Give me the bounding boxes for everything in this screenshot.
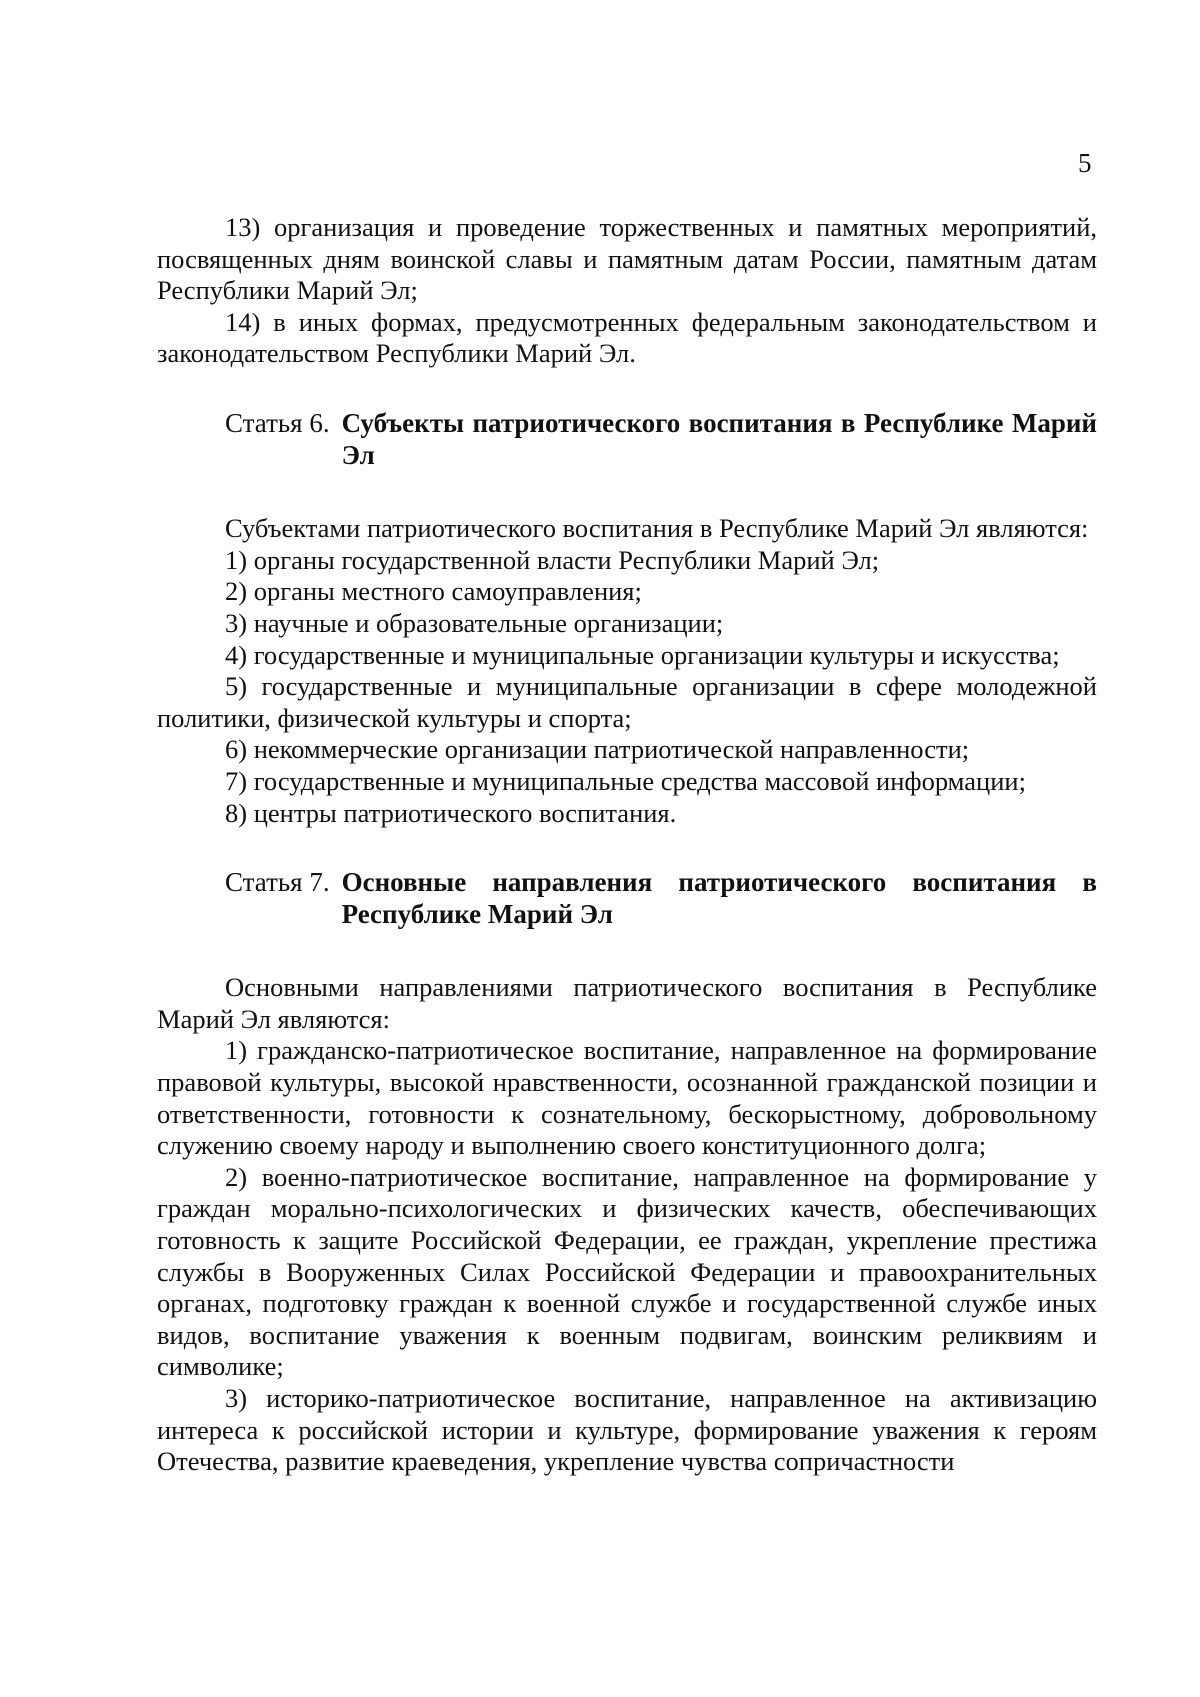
list-item: 7) государственные и муниципальные средства массовой информации; [225, 765, 1026, 796]
list-item: 14) в иных формах, предусмотренных федеральным законодательством и законодательством Республики Марий Эл. [157, 306, 1097, 369]
article-7-heading [157, 867, 1097, 930]
list-item: 6) некоммерческие организации патриотической направленности; [225, 734, 970, 765]
document-body [157, 212, 1097, 1478]
list-item: 2) военно-патриотическое воспитание, направленное на формирование у граждан морально-психологических и физических качеств, обеспечивающих готовность к защите Российской Федерации, ее граждан, укрепление престижа службы в Вооруженных Силах Российской Федерации и правоохранительных органах, подготовку граждан к военной службе и государственной службе иных видов, воспитание уважения к военным подвигам, воинским реликвиям и символике; [157, 1161, 1097, 1382]
list-item: 1) органы государственной власти Республики Марий Эл; [225, 544, 880, 575]
article-title: Субъекты патриотического воспитания в Республике Марий Эл [341, 407, 1097, 470]
list-item: 3) научные и образовательные организации; [225, 607, 724, 638]
list-item: 3) историко-патриотическое воспитание, направленное на активизацию интереса к российской истории и культуре, формирование уважения к героям Отечества, развитие краеведения, укрепление чувства сопричастности [157, 1383, 1097, 1477]
list-item: 4) государственные и муниципальные организации культуры и искусства; [225, 639, 1060, 670]
article-number: Статья 6. [225, 407, 330, 438]
article-number: Статья 7. [225, 867, 330, 898]
page-number: 5 [1078, 148, 1092, 178]
list-item: 13) организация и проведение торжественных и памятных мероприятий, посвященных дням воинской славы и памятным датам России, памятным датам Республики Марий Эл; [157, 212, 1097, 306]
list-item: 2) органы местного самоуправления; [225, 576, 642, 607]
article-title: Основные направления патриотического воспитания в Республике Марий Эл [341, 867, 1097, 929]
list-item: 5) государственные и муниципальные организации в сфере молодежной политики, физической культуры и спорта; [157, 671, 1097, 733]
list-item: 1) гражданско-патриотическое воспитание, направленное на формирование правовой культуры, высокой нравственности, осознанной гражданской позиции и ответственности, готовности к сознательному, бескорыстному, добровольному служению своему народу и выполнению своего конституционного долга; [157, 1035, 1097, 1161]
paragraph: Субъектами патриотического воспитания в Республике Марий Эл являются: [225, 513, 1089, 544]
article-6-heading [157, 408, 1097, 471]
paragraph: Основными направлениями патриотического воспитания в Республике Марий Эл являются: [157, 972, 1097, 1034]
list-item: 8) центры патриотического воспитания. [225, 797, 677, 828]
